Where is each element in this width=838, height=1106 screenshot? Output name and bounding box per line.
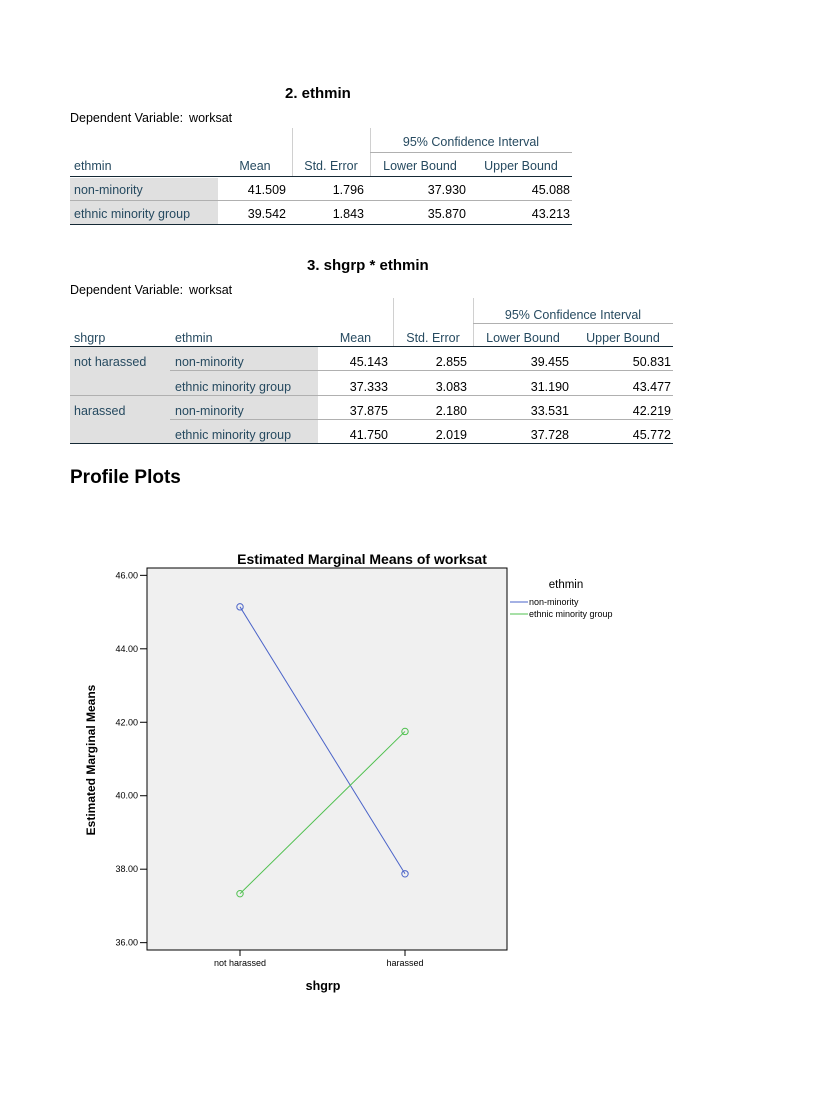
table2-row-ethmin: non-minority [175, 404, 244, 418]
table2-cell-std-error: 2.019 [435, 428, 467, 442]
x-tick-label: not harassed [213, 958, 267, 968]
table2-row-ethmin: non-minority [175, 355, 244, 369]
y-axis-label: Estimated Marginal Means [84, 684, 98, 836]
y-tick-label: 44.00 [115, 643, 138, 654]
table1-cell-upper: 45.088 [531, 183, 570, 197]
x-axis-ticks [214, 950, 424, 968]
table2-col-shgrp: shgrp [74, 331, 106, 345]
table1-cell-mean: 41.509 [247, 183, 286, 197]
y-tick-label: 38.00 [115, 864, 138, 875]
y-tick-label: 42.00 [115, 717, 138, 728]
table2-ci-header: 95% Confidence Interval [504, 308, 642, 322]
table2-col-std-error: Std. Error [406, 331, 460, 345]
chart-title: Estimated Marginal Means of worksat [237, 551, 487, 567]
table2-cell-upper: 50.831 [632, 355, 671, 369]
table1-ci-header: 95% Confidence Interval [402, 135, 540, 149]
dependent-variable-label: Dependent Variable: [70, 283, 184, 297]
table2-title: 3. shgrp * ethmin [307, 257, 429, 274]
table1-cell-std-error: 1.796 [332, 183, 364, 197]
table2-cell-lower: 37.728 [530, 428, 569, 442]
table2-cell-mean: 37.875 [349, 404, 388, 418]
table1-col-upper-bound: Upper Bound [484, 159, 558, 173]
table2-group-label: not harassed [74, 355, 147, 369]
y-tick-label: 46.00 [115, 570, 138, 581]
table2-col-upper-bound: Upper Bound [586, 331, 660, 345]
table1-title: 2. ethmin [285, 85, 351, 102]
table1-col-std-error: Std. Error [304, 159, 358, 173]
table1-col-mean: Mean [239, 159, 271, 173]
table2-row-ethmin: ethnic minority group [175, 428, 292, 442]
table1-cell-mean: 39.542 [247, 207, 286, 221]
table2-cell-upper: 43.477 [632, 380, 671, 394]
table2-cell-std-error: 2.855 [435, 355, 467, 369]
table2-col-ethmin: ethmin [175, 331, 213, 345]
table2-col-lower-bound: Lower Bound [486, 331, 560, 345]
dependent-variable-value: worksat [189, 283, 233, 297]
table2-cell-mean: 45.143 [349, 355, 388, 369]
y-tick-label: 36.00 [115, 937, 138, 948]
dependent-variable-value: worksat [189, 111, 233, 125]
table1-col-lower-bound: Lower Bound [383, 159, 457, 173]
table2-cell-std-error: 3.083 [435, 380, 467, 394]
legend-title: ethmin [548, 579, 584, 591]
plot-area [147, 568, 507, 950]
table2-cell-lower: 31.190 [530, 380, 569, 394]
table1-cell-std-error: 1.843 [332, 207, 364, 221]
table2-cell-upper: 42.219 [632, 404, 671, 418]
table2-cell-lower: 33.531 [530, 404, 569, 418]
section-title: Profile Plots [70, 467, 181, 488]
table2-group-label: harassed [74, 404, 126, 418]
table1-col-ethmin: ethmin [74, 159, 112, 173]
table2-row-ethmin: ethnic minority group [175, 380, 292, 394]
table2-cell-lower: 39.455 [530, 355, 569, 369]
x-tick-label: harassed [386, 958, 424, 968]
y-axis-ticks [115, 570, 147, 947]
legend-entry: ethnic minority group [529, 609, 613, 619]
table2-cell-mean: 37.333 [349, 380, 388, 394]
table2-cell-mean: 41.750 [349, 428, 388, 442]
table1-row-label: non-minority [74, 183, 143, 197]
table2-col-mean: Mean [339, 331, 372, 345]
table1-cell-lower: 37.930 [427, 183, 466, 197]
legend-entry: non-minority [529, 597, 579, 607]
table1-row-label: ethnic minority group [74, 207, 191, 221]
y-tick-label: 40.00 [115, 790, 138, 801]
table1-cell-upper: 43.213 [531, 207, 570, 221]
dependent-variable-label: Dependent Variable: [70, 111, 184, 125]
legend [510, 597, 613, 619]
table2-cell-upper: 45.772 [632, 428, 671, 442]
table1-cell-lower: 35.870 [427, 207, 466, 221]
x-axis-label: shgrp [305, 979, 341, 993]
table2-cell-std-error: 2.180 [435, 404, 467, 418]
